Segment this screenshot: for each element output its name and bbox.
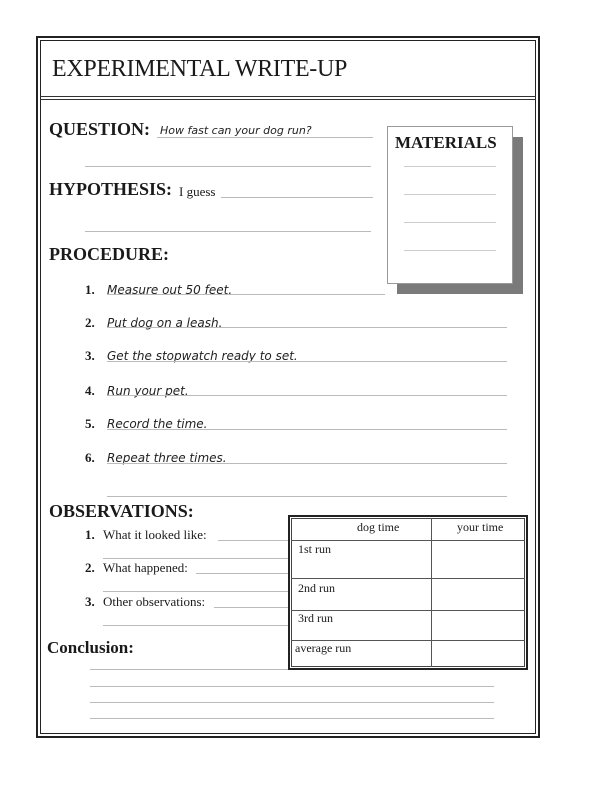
your-time-cell-average[interactable] [434, 641, 524, 666]
write-line [85, 166, 371, 167]
procedure-step-number: 5. [85, 416, 95, 431]
write-line [107, 463, 507, 464]
procedure-step-number: 2. [85, 315, 95, 330]
write-line [107, 327, 507, 328]
procedure-step-number: 1. [85, 282, 95, 297]
table-row-label: 3rd run [298, 611, 333, 625]
hypothesis-answer[interactable]: I guess [179, 184, 216, 199]
write-line[interactable] [196, 573, 288, 574]
materials-label: MATERIALS [395, 133, 497, 152]
procedure-step-text[interactable]: Run your pet. [107, 384, 189, 398]
dog-time-cell-1[interactable] [434, 541, 524, 577]
your-time-cell-2[interactable] [434, 579, 524, 609]
table-row-label: 2nd run [298, 581, 335, 595]
write-line[interactable] [214, 607, 288, 608]
write-line[interactable] [90, 669, 288, 670]
your-time-cell-3[interactable] [434, 611, 524, 639]
procedure-step-text[interactable]: Put dog on a leash. [107, 316, 223, 330]
page-title: EXPERIMENTAL WRITE-UP [52, 56, 348, 82]
materials-line[interactable] [404, 222, 496, 223]
observation-number: 2. [85, 560, 95, 575]
write-line [107, 395, 507, 396]
procedure-step-number: 6. [85, 450, 95, 465]
write-line [85, 231, 371, 232]
header-divider [40, 99, 536, 100]
write-line[interactable] [90, 718, 494, 719]
hypothesis-label: HYPOTHESIS: [49, 179, 173, 199]
observation-prompt: What happened: [103, 560, 188, 575]
materials-line[interactable] [404, 194, 496, 195]
write-line [221, 197, 373, 198]
observation-number: 3. [85, 594, 95, 609]
write-line[interactable] [90, 702, 494, 703]
observation-prompt: Other observations: [103, 594, 206, 609]
conclusion-label: Conclusion: [47, 638, 134, 657]
question-label: QUESTION: [49, 119, 151, 139]
observations-label: OBSERVATIONS: [49, 501, 194, 521]
table-row-label: average run [295, 641, 352, 655]
write-line [107, 429, 507, 430]
procedure-step-text[interactable]: Get the stopwatch ready to set. [107, 349, 298, 363]
procedure-step-text[interactable]: Measure out 50 feet. [107, 283, 233, 297]
write-line[interactable] [103, 558, 288, 559]
table-header-your-time: your time [457, 520, 504, 534]
procedure-step-number: 4. [85, 383, 95, 398]
procedure-step-number: 3. [85, 348, 95, 363]
write-line[interactable] [90, 686, 494, 687]
table-header-dog-time: dog time [357, 520, 400, 534]
write-line [157, 137, 373, 138]
write-line [107, 361, 507, 362]
write-line[interactable] [103, 591, 288, 592]
header-divider [40, 96, 536, 97]
materials-line[interactable] [404, 166, 496, 167]
materials-line[interactable] [404, 250, 496, 251]
observation-number: 1. [85, 527, 95, 542]
table-row-label: 1st run [298, 542, 331, 556]
question-answer[interactable]: How fast can your dog run? [160, 124, 312, 137]
procedure-step-text[interactable]: Record the time. [107, 417, 208, 431]
procedure-step-text[interactable]: Repeat three times. [107, 451, 227, 465]
write-line[interactable] [218, 540, 288, 541]
observation-prompt: What it looked like: [103, 527, 207, 542]
procedure-label: PROCEDURE: [49, 244, 169, 264]
write-line [107, 496, 507, 497]
write-line [107, 294, 385, 295]
write-line[interactable] [103, 625, 288, 626]
